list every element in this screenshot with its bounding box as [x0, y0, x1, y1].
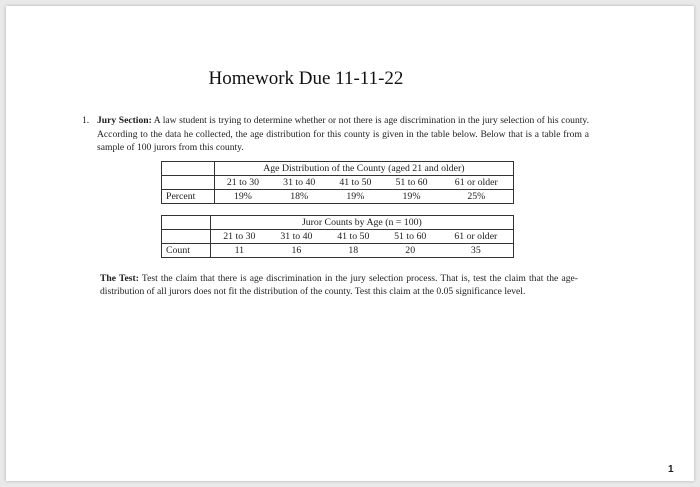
table-header: 51 to 60 — [382, 230, 439, 244]
document-page — [6, 6, 694, 481]
table-header: 41 to 50 — [327, 176, 383, 190]
table-cell: 19% — [233, 191, 252, 202]
table-cell: 18 — [348, 245, 359, 256]
table-corner — [162, 162, 215, 176]
table-cell: 18% — [290, 191, 309, 202]
table-cell: 16 — [291, 245, 302, 256]
table-header: 61 or older — [439, 230, 514, 244]
row-label: Percent — [162, 190, 215, 204]
table-header: 21 to 30 — [214, 176, 271, 190]
table-cell: 25% — [467, 191, 486, 202]
test-heading: The Test: — [100, 273, 139, 284]
table-corner — [162, 176, 215, 190]
juror-counts-table — [161, 215, 514, 258]
table-corner — [162, 230, 211, 244]
table-header: 21 to 30 — [210, 230, 268, 244]
test-instructions — [100, 272, 578, 298]
table-cell: 19% — [346, 191, 365, 202]
table-cell: 19% — [402, 191, 421, 202]
problem-number: 1. — [82, 115, 90, 126]
table-header: 61 or older — [440, 176, 514, 190]
table-cell: 35 — [470, 245, 481, 256]
table-corner — [162, 216, 211, 230]
problem-heading: Jury Section: — [97, 115, 152, 126]
table-caption: Age Distribution of the County (aged 21 and older) — [214, 162, 513, 176]
test-text: Test the claim that there is age discrimination in the jury selection process. That is, test the claim that the age-distribution of all jurors does not fit the distribution of the county. Test this claim at the 0.05 significance level. — [100, 273, 578, 298]
table-header: 31 to 40 — [271, 176, 327, 190]
table-caption: Juror Counts by Age (n = 100) — [210, 216, 513, 230]
problem-text: A law student is trying to determine whether or not there is age discrimination in the jury selection of his county. According to the data he collected, the age distribution for this county is given in the table below. Below that is a table from a sample of 100 jurors from this county. — [97, 115, 589, 153]
county-age-distribution-table — [161, 161, 514, 204]
table-header: 31 to 40 — [268, 230, 325, 244]
table-cell: 11 — [234, 245, 245, 256]
table-cell: 20 — [405, 245, 416, 256]
table-header: 41 to 50 — [325, 230, 382, 244]
table-header: 51 to 60 — [383, 176, 439, 190]
problem-statement — [82, 114, 589, 155]
page-number: 1 — [668, 464, 674, 475]
page-title: Homework Due 11-11-22 — [208, 68, 404, 89]
row-label: Count — [162, 244, 211, 258]
